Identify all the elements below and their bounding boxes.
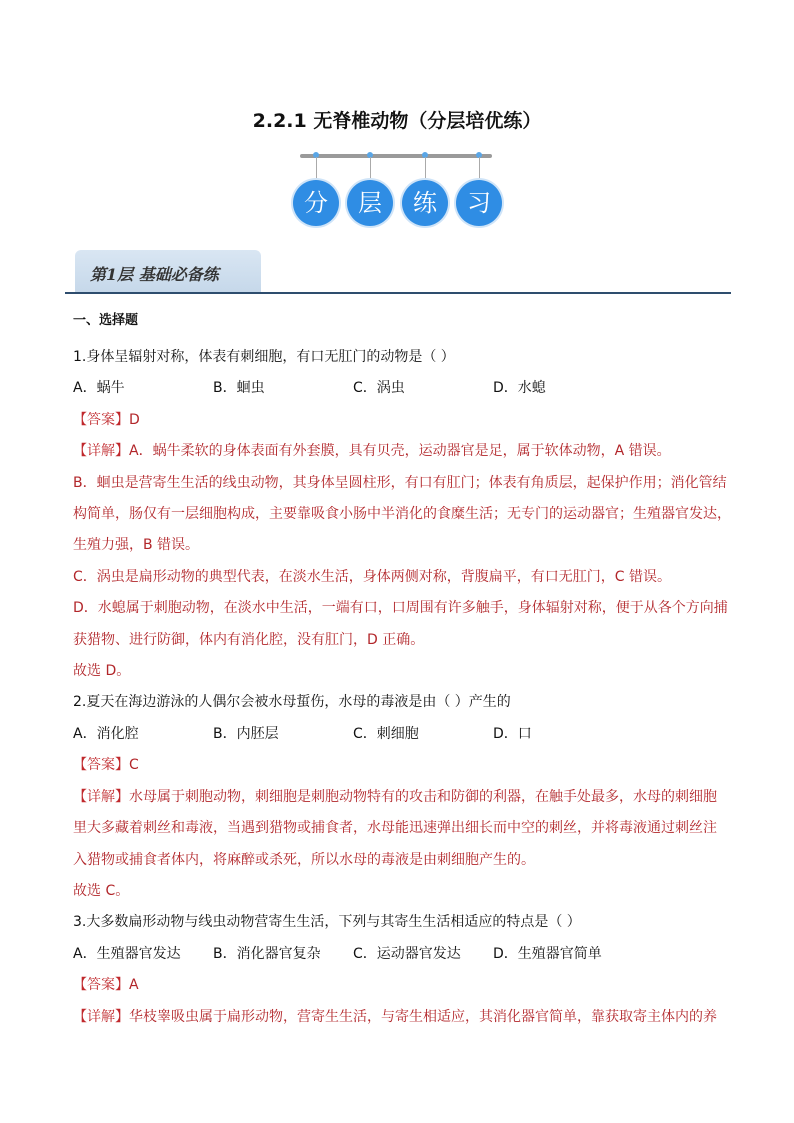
answer-label: 【答案】 xyxy=(73,411,129,428)
option-a: A．消化腔 xyxy=(73,725,139,742)
option-d: D．生殖器官简单 xyxy=(493,945,602,962)
option-list xyxy=(73,719,733,750)
detail-line: 构简单，肠仅有一层细胞构成，主要靠吸食小肠中半消化的食糜生活；无专门的运动器官；生殖器官发达， xyxy=(73,506,731,523)
option-d: D．水螅 xyxy=(493,380,546,397)
page-title: 2.2.1 无脊椎动物（分层培优练） xyxy=(252,110,542,132)
option-b: B．蛔虫 xyxy=(213,380,265,397)
detail-line xyxy=(73,1002,733,1033)
detail-line: B．蛔虫是营寄生生活的线虫动物，其身体呈圆柱形，有口有肛门；体表有角质层，起保护作用；消化管结 xyxy=(73,474,727,491)
detail-line: 生殖力强，B 错误。 xyxy=(73,537,200,554)
detail-line: 入猎物或捕食者体内，将麻醉或杀死，所以水母的毒液是由刺细胞产生的。 xyxy=(73,851,535,868)
answer-line xyxy=(73,405,733,436)
option-b: B．消化器官复杂 xyxy=(213,945,321,962)
badge-fen: 分 xyxy=(293,180,339,226)
question-stem: 2.夏天在海边游泳的人偶尔会被水母蜇伤，水母的毒液是由（ ）产生的 xyxy=(73,694,511,711)
answer-line xyxy=(73,970,733,1001)
detail-text: A．蜗牛柔软的身体表面有外套膜，具有贝壳，运动器官是足，属于软体动物，A 错误。 xyxy=(129,443,671,460)
option-b: B．内胚层 xyxy=(213,725,279,742)
badge-rail xyxy=(300,154,492,158)
option-a: A．蜗牛 xyxy=(73,380,125,397)
detail-label: 【详解】 xyxy=(73,788,129,805)
badge-string xyxy=(425,157,426,181)
option-list xyxy=(73,373,733,404)
detail-line: C．涡虫是扁形动物的典型代表，在淡水生活，身体两侧对称，背腹扁平，有口无肛门，C 错误。 xyxy=(73,568,671,585)
option-d: D．口 xyxy=(493,725,532,742)
question-stem: 1.身体呈辐射对称，体表有刺细胞，有口无肛门的动物是（ ） xyxy=(73,349,455,365)
section-tab-label: 第1层 基础必备练 xyxy=(90,265,219,284)
badge-string xyxy=(370,157,371,181)
option-list xyxy=(73,939,733,970)
answer-label: 【答案】 xyxy=(73,757,129,774)
section-divider xyxy=(65,292,731,294)
badge-ceng: 层 xyxy=(347,180,393,226)
detail-line: D．水螅属于刺胞动物，在淡水中生活，一端有口，口周围有许多触手，身体辐射对称，便于从各个方向捕 xyxy=(73,600,728,617)
detail-line: 获猎物、进行防御，体内有消化腔，没有肛门，D 正确。 xyxy=(73,631,425,648)
detail-label: 【详解】 xyxy=(73,1008,129,1025)
detail-line: 里大多藏着刺丝和毒液，当遇到猎物或捕食者，水母能迅速弹出细长而中空的刺丝，并将毒液通过刺丝注 xyxy=(73,820,717,837)
answer-value: C xyxy=(129,757,139,774)
detail-text: 华枝睾吸虫属于扁形动物，营寄生生活，与寄生相适应，其消化器官简单，靠获取寄主体内的养 xyxy=(129,1008,717,1025)
badge-string xyxy=(479,157,480,181)
detail-line xyxy=(73,782,733,813)
detail-line: 故选 D。 xyxy=(73,663,131,680)
option-c: C．运动器官发达 xyxy=(353,945,461,962)
option-a: A．生殖器官发达 xyxy=(73,945,181,962)
badge-string xyxy=(316,157,317,181)
detail-line xyxy=(73,436,733,467)
answer-value: D xyxy=(129,411,140,428)
answer-label: 【答案】 xyxy=(73,977,129,994)
detail-line: 故选 C。 xyxy=(73,882,130,899)
detail-label: 【详解】 xyxy=(73,443,129,460)
badge-lian: 练 xyxy=(402,180,448,226)
question-content xyxy=(73,310,733,1033)
section-heading: 一、选择题 xyxy=(73,313,139,328)
answer-value: A xyxy=(129,977,139,994)
answer-line xyxy=(73,750,733,781)
badge-xi: 习 xyxy=(456,180,502,226)
option-c: C．涡虫 xyxy=(353,380,405,397)
option-c: C．刺细胞 xyxy=(353,725,419,742)
detail-text: 水母属于刺胞动物，刺细胞是刺胞动物特有的攻击和防御的利器，在触手处最多，水母的刺细胞 xyxy=(129,788,717,805)
question-stem: 3.大多数扁形动物与线虫动物营寄生生活，下列与其寄生生活相适应的特点是（ ） xyxy=(73,914,581,931)
